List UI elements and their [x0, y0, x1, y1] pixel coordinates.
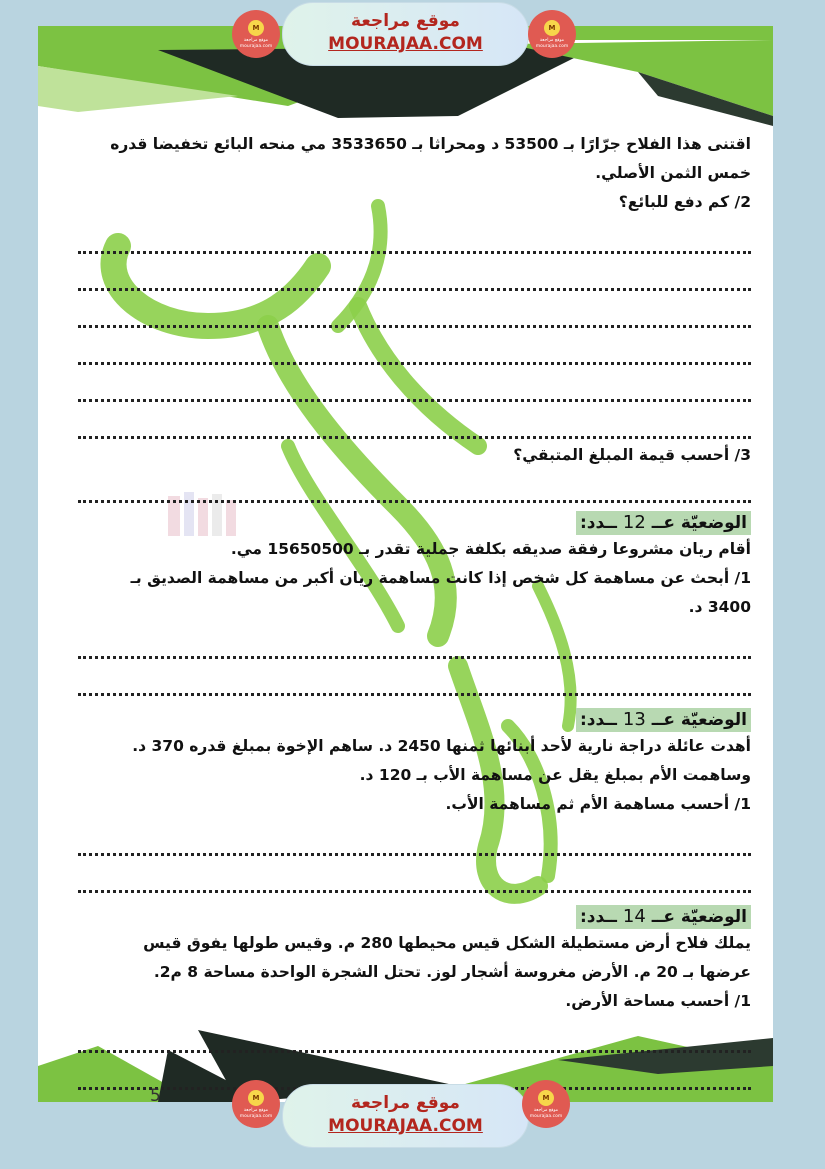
answer-line: [78, 365, 751, 402]
situation-number: 12: [622, 512, 646, 533]
situation-12-title: [576, 511, 751, 535]
banner-link[interactable]: MOURAJAA.COM: [328, 34, 483, 54]
logo-domain: mourajaa.com: [529, 1114, 563, 1119]
answer-line: [78, 622, 751, 659]
page-number: 5: [150, 1086, 161, 1102]
question-3: 3/ أحسب قيمة المبلغ المتبقي؟: [513, 446, 751, 464]
answer-line: [78, 291, 751, 328]
banner-link[interactable]: MOURAJAA.COM: [328, 1116, 483, 1136]
situation-12-line-1: أقام ريان مشروعا رفقة صديقه بكلفة جملية تقدر بـ 15650500 مي.: [230, 540, 751, 558]
site-banner-top[interactable]: [282, 2, 529, 66]
logo-caption: موقع مراجعة: [243, 38, 269, 43]
situation-number: 14: [622, 906, 646, 927]
situation-12-line-2: 1/ أبحث عن مساهمة كل شخص إذا كانت مساهمة ريان أكبر من مساهمة الصديق بـ: [130, 569, 751, 587]
answer-line: [78, 819, 751, 856]
worksheet-page: [38, 26, 773, 1102]
answer-line: [78, 1016, 751, 1053]
situation-suffix: ــدد:: [579, 710, 617, 730]
situation-13-line-3: 1/ أحسب مساهمة الأم ثم مساهمة الأب.: [445, 795, 751, 813]
situation-title-text: الوضعيّة عــ: [651, 710, 747, 730]
site-logo-icon: M موقع مراجعة mourajaa.com: [232, 10, 280, 58]
situation-14-line-1: يملك فلاح أرض مستطيلة الشكل قيس محيطها 280 م. وقيس طولها يفوق قيس: [143, 934, 751, 952]
logo-domain: mourajaa.com: [239, 44, 273, 49]
logo-caption: موقع مراجعة: [539, 38, 565, 43]
logo-domain: mourajaa.com: [239, 1114, 273, 1119]
situation-suffix: ــدد:: [579, 907, 617, 927]
answer-line: [78, 254, 751, 291]
answer-line: [78, 856, 751, 893]
answer-line: [78, 217, 751, 254]
intro-line-1: اقتنى هذا الفلاح جرّارًا بـ 53500 د ومحراثا بـ 3533650 مي منحه البائع تخفيضا قدره: [110, 135, 751, 153]
site-banner-bottom[interactable]: [282, 1084, 529, 1148]
banner-arabic: موقع مراجعة: [351, 1093, 460, 1113]
answer-line: [78, 328, 751, 365]
situation-13-title: [576, 708, 751, 732]
site-logo-icon: M موقع مراجعة mourajaa.com: [232, 1080, 280, 1128]
logo-caption: موقع مراجعة: [243, 1108, 269, 1113]
situation-number: 13: [622, 709, 646, 730]
question-2: 2/ كم دفع للبائع؟: [618, 193, 751, 211]
intro-line-2: خمس الثمن الأصلي.: [595, 164, 751, 182]
logo-caption: موقع مراجعة: [533, 1108, 559, 1113]
answer-line: [78, 470, 751, 503]
worksheet-content: [78, 130, 751, 1090]
situation-13-line-2: وساهمت الأم بمبلغ يقل عن مساهمة الأب بـ 120 د.: [359, 766, 751, 784]
answer-line: [78, 402, 751, 439]
situation-suffix: ــدد:: [579, 513, 617, 533]
situation-14-title: [576, 905, 751, 929]
site-logo-icon: M موقع مراجعة mourajaa.com: [528, 10, 576, 58]
site-logo-icon: M موقع مراجعة mourajaa.com: [522, 1080, 570, 1128]
situation-14-line-2: عرضها بـ 20 م. الأرض مغروسة أشجار لوز. تحتل الشجرة الواحدة مساحة 8 م2.: [153, 963, 751, 981]
situation-title-text: الوضعيّة عــ: [651, 513, 747, 533]
logo-domain: mourajaa.com: [535, 44, 569, 49]
answer-line: [78, 659, 751, 696]
situation-12-line-3: 3400 د.: [688, 598, 751, 616]
situation-14-line-3: 1/ أحسب مساحة الأرض.: [565, 992, 751, 1010]
situation-title-text: الوضعيّة عــ: [651, 907, 747, 927]
banner-arabic: موقع مراجعة: [351, 11, 460, 31]
situation-13-line-1: أهدت عائلة دراجة نارية لأحد أبنائها ثمنها 2450 د. ساهم الإخوة بمبلغ قدره 370 د.: [132, 737, 751, 755]
